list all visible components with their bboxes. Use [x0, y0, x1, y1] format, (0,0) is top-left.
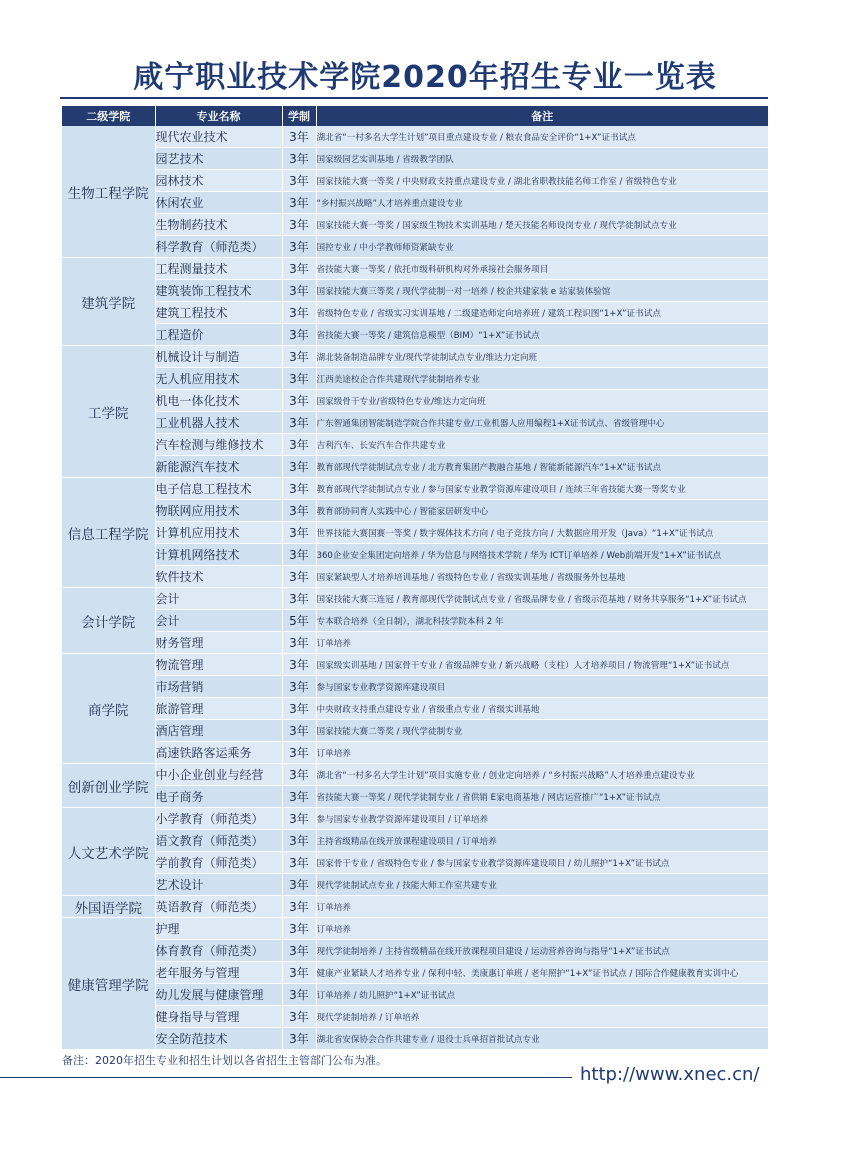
- title-divider: [60, 97, 768, 99]
- years-cell: 3年: [282, 984, 316, 1006]
- table-row: [62, 940, 768, 962]
- table-row: [62, 962, 768, 984]
- table-row: [62, 368, 768, 390]
- table-row: [62, 544, 768, 566]
- header-college: 二级学院: [62, 106, 155, 126]
- bottom-divider: [0, 1077, 572, 1078]
- table-row: [62, 346, 768, 368]
- table-row: [62, 1028, 768, 1050]
- years-cell: 3年: [282, 698, 316, 720]
- years-cell: 3年: [282, 808, 316, 830]
- note-cell: 广东智通集团智能制造学院合作共建专业/工业机器人应用编程1+X证书试点、省级管理中心: [316, 412, 768, 434]
- page-title: 咸宁职业技术学院2020年招生专业一览表: [133, 60, 717, 95]
- years-cell: 3年: [282, 654, 316, 676]
- major-cell: 酒店管理: [155, 720, 282, 742]
- note-cell: 国家级骨干专业/省级特色专业/维达力定向班: [316, 390, 768, 412]
- years-cell: 3年: [282, 962, 316, 984]
- college-cell: 建筑学院: [62, 258, 155, 346]
- table-row: [62, 412, 768, 434]
- years-cell: 3年: [282, 478, 316, 500]
- website-url: http://www.xnec.cn/: [580, 1064, 760, 1085]
- table-row: [62, 874, 768, 896]
- major-cell: 园艺技术: [155, 148, 282, 170]
- note-cell: 专本联合培养（全日制），湖北科技学院本科 2 年: [316, 610, 768, 632]
- years-cell: 3年: [282, 544, 316, 566]
- note-cell: 国家技能大赛一等奖 / 中央财政支持重点建设专业 / 湖北省职教技能名师工作室 / 省级特色专业: [316, 170, 768, 192]
- years-cell: 3年: [282, 764, 316, 786]
- note-cell: 现代学徒制试点专业 / 技能大师工作室共建专业: [316, 874, 768, 896]
- note-cell: 国家技能大赛三等奖 / 现代学徒制一对一培养 / 校企共建家装 e 站家装体验馆: [316, 280, 768, 302]
- header-major: 专业名称: [155, 106, 282, 126]
- major-cell: 物流管理: [155, 654, 282, 676]
- years-cell: 3年: [282, 214, 316, 236]
- majors-table: [62, 106, 768, 1050]
- major-cell: 高速铁路客运乘务: [155, 742, 282, 764]
- major-cell: 软件技术: [155, 566, 282, 588]
- note-cell: 参与国家专业教学资源库建设项目: [316, 676, 768, 698]
- note-cell: 省技能大赛一等奖 / 依托市级科研机构对外承接社会服务项目: [316, 258, 768, 280]
- table-row: [62, 434, 768, 456]
- major-cell: 生物制药技术: [155, 214, 282, 236]
- major-cell: 安全防范技术: [155, 1028, 282, 1050]
- table-body: [62, 126, 768, 1050]
- major-cell: 科学教育（师范类）: [155, 236, 282, 258]
- years-cell: 3年: [282, 302, 316, 324]
- years-cell: 3年: [282, 588, 316, 610]
- note-cell: 教育部协同育人实践中心 / 智能家居研发中心: [316, 500, 768, 522]
- table-row: [62, 192, 768, 214]
- years-cell: 3年: [282, 632, 316, 654]
- college-cell: 生物工程学院: [62, 126, 155, 258]
- table-row: [62, 984, 768, 1006]
- note-cell: 订单培养 / 幼儿照护“1+X”证书试点: [316, 984, 768, 1006]
- years-cell: 3年: [282, 896, 316, 918]
- college-cell: 商学院: [62, 654, 155, 764]
- major-cell: 会计: [155, 588, 282, 610]
- college-cell: 人文艺术学院: [62, 808, 155, 896]
- note-cell: 国家紧缺型人才培养培训基地 / 省级特色专业 / 省级实训基地 / 省级服务外包基地: [316, 566, 768, 588]
- table-row: [62, 324, 768, 346]
- note-cell: 现代学徒制培养 / 订单培养: [316, 1006, 768, 1028]
- major-cell: 计算机应用技术: [155, 522, 282, 544]
- note-cell: 吉利汽车、长安汽车合作共建专业: [316, 434, 768, 456]
- table-row: [62, 588, 768, 610]
- years-cell: 3年: [282, 720, 316, 742]
- note-cell: 国家骨干专业 / 省级特色专业 / 参与国家专业教学资源库建设项目 / 幼儿照护“1+X”证书试点: [316, 852, 768, 874]
- major-cell: 计算机网络技术: [155, 544, 282, 566]
- header-years: 学制: [282, 106, 316, 126]
- table-row: [62, 610, 768, 632]
- years-cell: 3年: [282, 390, 316, 412]
- major-cell: 旅游管理: [155, 698, 282, 720]
- note-cell: 现代学徒制培养 / 主持省级精品在线开放课程项目建设 / 运动营养咨询与指导“1+X”证书试点: [316, 940, 768, 962]
- years-cell: 3年: [282, 324, 316, 346]
- note-cell: 国家级实训基地 / 国家骨干专业 / 省级品牌专业 / 新兴战略（支柱）人才培养项目 / 物流管理“1+X”证书试点: [316, 654, 768, 676]
- note-cell: 健康产业紧缺人才培养专业 / 保利中轻、美康惠订单班 / 老年照护“1+X”证书试点 / 国际合作健康教育实训中心: [316, 962, 768, 984]
- table-row: [62, 852, 768, 874]
- major-cell: 艺术设计: [155, 874, 282, 896]
- years-cell: 3年: [282, 940, 316, 962]
- table-row: [62, 808, 768, 830]
- major-cell: 新能源汽车技术: [155, 456, 282, 478]
- note-cell: 订单培养: [316, 742, 768, 764]
- major-cell: 健身指导与管理: [155, 1006, 282, 1028]
- major-cell: 物联网应用技术: [155, 500, 282, 522]
- years-cell: 3年: [282, 434, 316, 456]
- note-cell: 参与国家专业教学资源库建设项目 / 订单培养: [316, 808, 768, 830]
- table-row: [62, 676, 768, 698]
- header-note: 备注: [316, 106, 768, 126]
- major-cell: 现代农业技术: [155, 126, 282, 148]
- major-cell: 建筑装饰工程技术: [155, 280, 282, 302]
- table-row: [62, 1006, 768, 1028]
- years-cell: 3年: [282, 786, 316, 808]
- table-row: [62, 566, 768, 588]
- years-cell: 3年: [282, 566, 316, 588]
- major-cell: 中小企业创业与经营: [155, 764, 282, 786]
- years-cell: 3年: [282, 852, 316, 874]
- years-cell: 3年: [282, 192, 316, 214]
- major-cell: 市场营销: [155, 676, 282, 698]
- major-cell: 机械设计与制造: [155, 346, 282, 368]
- major-cell: 英语教育（师范类）: [155, 896, 282, 918]
- years-cell: 3年: [282, 830, 316, 852]
- major-cell: 汽车检测与维修技术: [155, 434, 282, 456]
- college-cell: 工学院: [62, 346, 155, 478]
- college-cell: 会计学院: [62, 588, 155, 654]
- table-row: [62, 390, 768, 412]
- major-cell: 语文教育（师范类）: [155, 830, 282, 852]
- note-cell: 国家级园艺实训基地 / 省级教学团队: [316, 148, 768, 170]
- years-cell: 3年: [282, 500, 316, 522]
- table-row: [62, 632, 768, 654]
- table-header-row: [62, 106, 768, 126]
- major-cell: 会计: [155, 610, 282, 632]
- table-row: [62, 764, 768, 786]
- note-cell: 湖北省安保协会合作共建专业 / 退役士兵单招首批试点专业: [316, 1028, 768, 1050]
- note-cell: 省级特色专业 / 省级实习实训基地 / 二级建造师定向培养班 / 建筑工程识图“1+X”证书试点: [316, 302, 768, 324]
- table-row: [62, 742, 768, 764]
- major-cell: 护理: [155, 918, 282, 940]
- years-cell: 3年: [282, 1028, 316, 1050]
- major-cell: 工程造价: [155, 324, 282, 346]
- major-cell: 体育教育（师范类）: [155, 940, 282, 962]
- table-row: [62, 500, 768, 522]
- major-cell: 无人机应用技术: [155, 368, 282, 390]
- note-cell: 教育部现代学徒制试点专业 / 参与国家专业教学资源库建设项目 / 连续三年省技能大赛一等奖专业: [316, 478, 768, 500]
- note-cell: 省技能大赛一等奖 / 现代学徒制专业 / 省供销 E家电商基地 / 网店运营推广“1+X”证书试点: [316, 786, 768, 808]
- major-cell: 工业机器人技术: [155, 412, 282, 434]
- college-cell: 创新创业学院: [62, 764, 155, 808]
- major-cell: 电子信息工程技术: [155, 478, 282, 500]
- table-row: [62, 302, 768, 324]
- note-cell: 省技能大赛一等奖 / 建筑信息模型（BIM）“1+X”证书试点: [316, 324, 768, 346]
- years-cell: 3年: [282, 368, 316, 390]
- years-cell: 5年: [282, 610, 316, 632]
- major-cell: 休闲农业: [155, 192, 282, 214]
- table-row: [62, 786, 768, 808]
- years-cell: 3年: [282, 258, 316, 280]
- years-cell: 3年: [282, 918, 316, 940]
- table-row: [62, 258, 768, 280]
- years-cell: 3年: [282, 742, 316, 764]
- note-cell: 江西美途校企合作共建现代学徒制培养专业: [316, 368, 768, 390]
- major-cell: 幼儿发展与健康管理: [155, 984, 282, 1006]
- years-cell: 3年: [282, 126, 316, 148]
- major-cell: 老年服务与管理: [155, 962, 282, 984]
- table-row: [62, 830, 768, 852]
- years-cell: 3年: [282, 236, 316, 258]
- note-cell: 湖北装备制造品牌专业/现代学徒制试点专业/维达力定向班: [316, 346, 768, 368]
- table-row: [62, 214, 768, 236]
- years-cell: 3年: [282, 346, 316, 368]
- note-cell: 订单培养: [316, 632, 768, 654]
- major-cell: 财务管理: [155, 632, 282, 654]
- years-cell: 3年: [282, 280, 316, 302]
- note-cell: 订单培养: [316, 896, 768, 918]
- college-cell: 信息工程学院: [62, 478, 155, 588]
- note-cell: 国家技能大赛三连冠 / 教育部现代学徒制试点专业 / 省级品牌专业 / 省级示范基地 / 财务共享服务“1+X”证书试点: [316, 588, 768, 610]
- major-cell: 建筑工程技术: [155, 302, 282, 324]
- table-row: [62, 698, 768, 720]
- major-cell: 学前教育（师范类）: [155, 852, 282, 874]
- table-row: [62, 170, 768, 192]
- table-row: [62, 654, 768, 676]
- years-cell: 3年: [282, 522, 316, 544]
- note-cell: 订单培养: [316, 918, 768, 940]
- table-row: [62, 280, 768, 302]
- table-row: [62, 148, 768, 170]
- years-cell: 3年: [282, 456, 316, 478]
- note-cell: 国家技能大赛二等奖 / 现代学徒制专业: [316, 720, 768, 742]
- note-cell: 国家技能大赛一等奖 / 国家级生物技术实训基地 / 楚天技能名师设岗专业 / 现代学徒制试点专业: [316, 214, 768, 236]
- college-cell: 外国语学院: [62, 896, 155, 918]
- years-cell: 3年: [282, 874, 316, 896]
- years-cell: 3年: [282, 170, 316, 192]
- note-cell: 教育部现代学徒制试点专业 / 北方教育集团产教融合基地 / 智能新能源汽车“1+X”证书试点: [316, 456, 768, 478]
- major-cell: 小学教育（师范类）: [155, 808, 282, 830]
- table-row: [62, 522, 768, 544]
- years-cell: 3年: [282, 676, 316, 698]
- table-row: [62, 236, 768, 258]
- note-cell: “乡村振兴战略”人才培养重点建设专业: [316, 192, 768, 214]
- table-row: [62, 478, 768, 500]
- note-cell: 湖北省“一村多名大学生计划”项目重点建设专业 / 粮农食品安全评价“1+X”证书试点: [316, 126, 768, 148]
- years-cell: 3年: [282, 148, 316, 170]
- note-cell: 360企业安全集团定向培养 / 华为信息与网络技术学院 / 华为 ICT订单培养 / Web前端开发“1+X”证书试点: [316, 544, 768, 566]
- note-cell: 中央财政支持重点建设专业 / 省级重点专业 / 省级实训基地: [316, 698, 768, 720]
- table-row: [62, 720, 768, 742]
- footnote: 备注：2020年招生专业和招生计划以各省招生主管部门公布为准。: [62, 1054, 387, 1067]
- table-row: [62, 456, 768, 478]
- college-cell: 健康管理学院: [62, 918, 155, 1050]
- note-cell: 世界技能大赛国赛一等奖 / 数字媒体技术方向 / 电子竞技方向 / 大数据应用开发（Java）“1+X”证书试点: [316, 522, 768, 544]
- major-cell: 园林技术: [155, 170, 282, 192]
- major-cell: 电子商务: [155, 786, 282, 808]
- table-row: [62, 896, 768, 918]
- years-cell: 3年: [282, 412, 316, 434]
- years-cell: 3年: [282, 1006, 316, 1028]
- note-cell: 国控专业 / 中小学教师师资紧缺专业: [316, 236, 768, 258]
- major-cell: 工程测量技术: [155, 258, 282, 280]
- major-cell: 机电一体化技术: [155, 390, 282, 412]
- note-cell: 湖北省“一村多名大学生计划”项目实施专业 / 创业定向培养 / “乡村振兴战略”人才培养重点建设专业: [316, 764, 768, 786]
- table-row: [62, 918, 768, 940]
- note-cell: 主持省级精品在线开放课程建设项目 / 订单培养: [316, 830, 768, 852]
- table-row: [62, 126, 768, 148]
